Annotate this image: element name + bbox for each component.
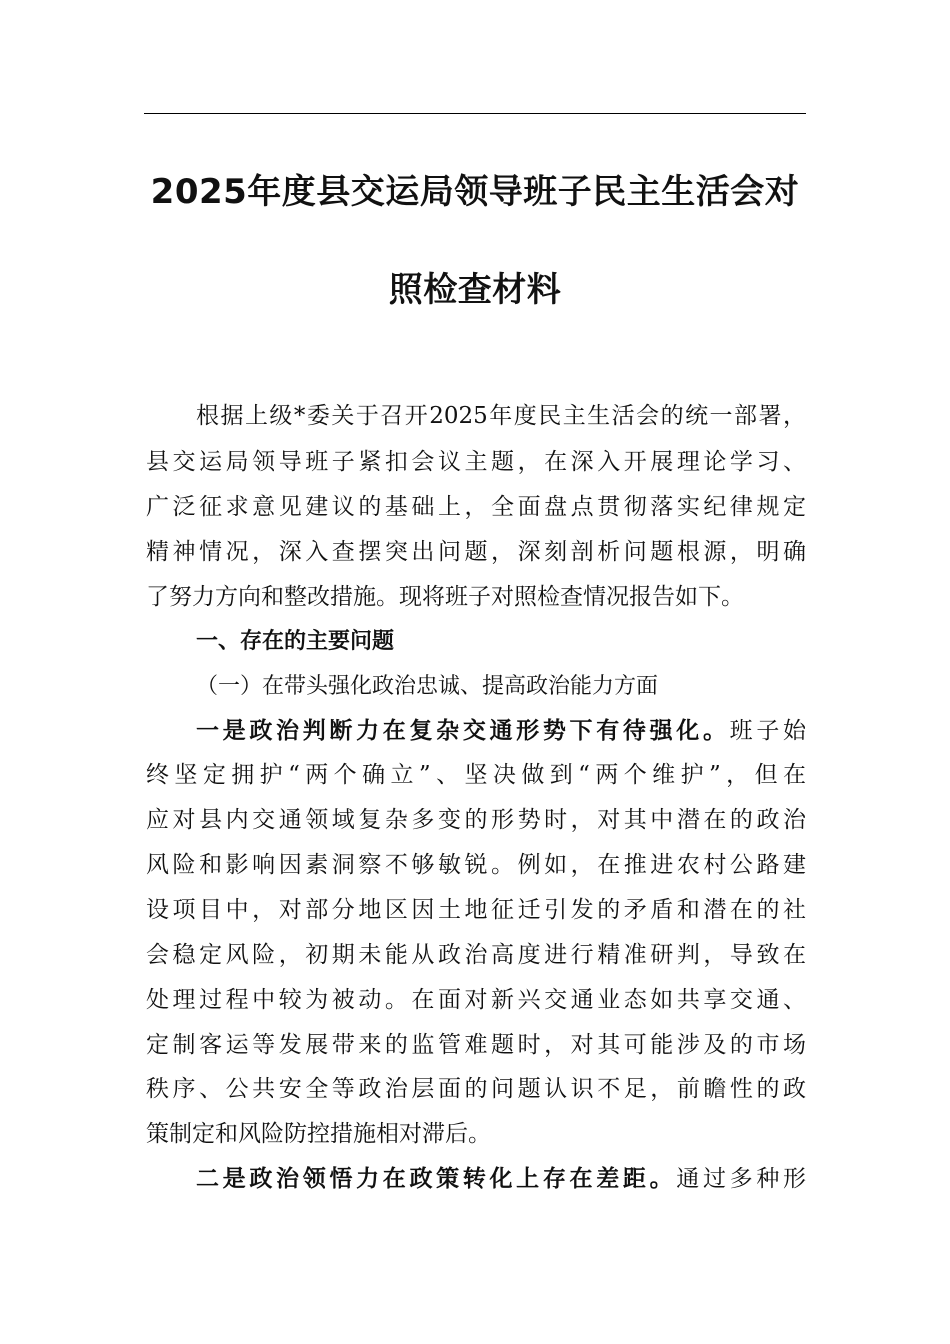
point1-line: 定制客运等发展带来的监管难题时，对其可能涉及的市场 [146, 1032, 806, 1058]
point1-line: 会稳定风险，初期未能从政治高度进行精准研判，导致在 [146, 942, 806, 968]
intro-line-1: 根据上级*委关于召开2025年度民主生活会的统一部署， [196, 403, 806, 429]
point1-line: 处理过程中较为被动。在面对新兴交通业态如共享交通、 [146, 987, 806, 1013]
point1-line: 策制定和风险防控措施相对滞后。 [146, 1121, 491, 1147]
section-heading: 一、存在的主要问题 [196, 629, 395, 654]
intro-line-2: 县交运局领导班子紧扣会议主题，在深入开展理论学习、 [146, 449, 806, 475]
point1-line: 风险和影响因素洞察不够敏锐。例如，在推进农村公路建 [146, 852, 806, 878]
point1-line: 终坚定拥护“两个确立”、坚决做到“两个维护”，但在 [146, 762, 806, 788]
point1-line: 秩序、公共安全等政治层面的问题认识不足，前瞻性的政 [146, 1076, 806, 1102]
subsection-heading: （一）在带头强化政治忠诚、提高政治能力方面 [196, 674, 659, 699]
intro-line-3: 广泛征求意见建议的基础上，全面盘点贯彻落实纪律规定 [146, 494, 806, 520]
header-rule [144, 113, 806, 114]
document-title-line-2: 照检查材料 [388, 270, 562, 310]
point1-line: 应对县内交通领域复杂多变的形势时，对其中潜在的政治 [146, 807, 806, 833]
point2-lead: 二是政治领悟力在政策转化上存在差距。 [196, 1166, 677, 1192]
point1-line: 设项目中，对部分地区因土地征迁引发的矛盾和潜在的社 [146, 897, 806, 923]
point2-first-line [196, 1164, 806, 1194]
intro-line-5: 了努力方向和整改措施。现将班子对照检查情况报告如下。 [146, 584, 744, 610]
document-title-line-1: 2025年度县交运局领导班子民主生活会对 [150, 172, 800, 212]
point2-first-tail: 通过多种形 [676, 1166, 806, 1192]
point1-first-tail: 班子始 [729, 718, 806, 744]
point1-first-line [196, 716, 806, 746]
point1-lead: 一是政治判断力在复杂交通形势下有待强化。 [196, 718, 730, 744]
intro-line-4: 精神情况，深入查摆突出问题，深刻剖析问题根源，明确 [146, 539, 806, 565]
